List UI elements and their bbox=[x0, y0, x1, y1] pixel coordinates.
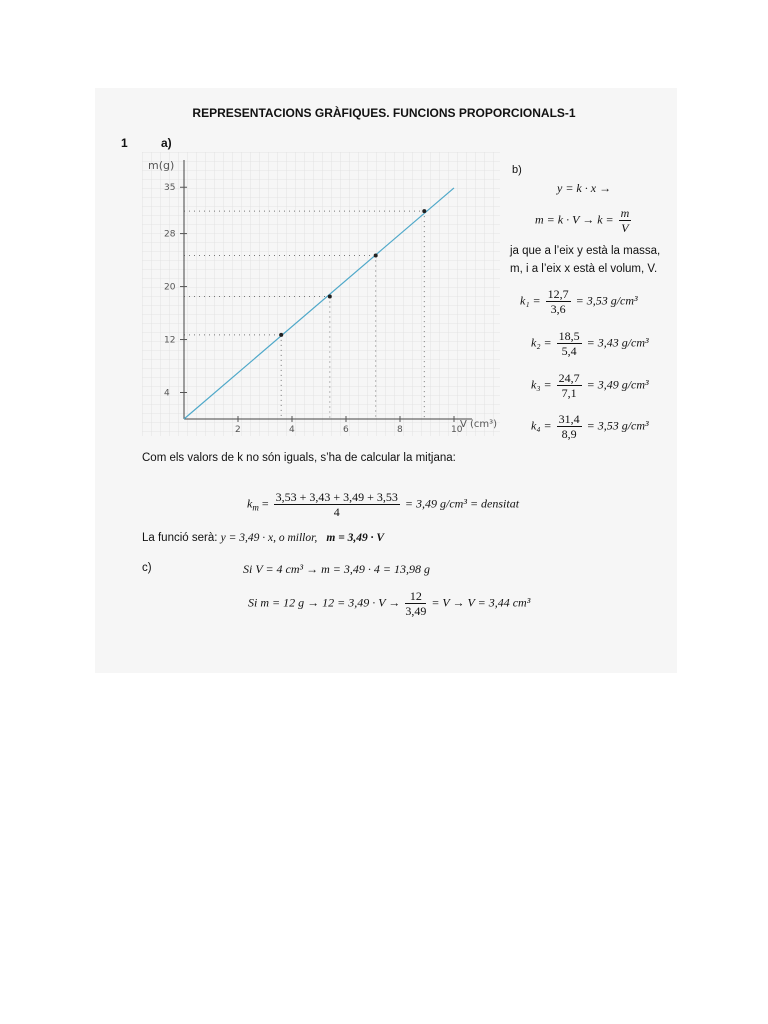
x-tick-label: 10 bbox=[451, 425, 463, 435]
km-equals: = bbox=[261, 496, 269, 511]
k-denominator: 8,9 bbox=[561, 427, 577, 441]
data-point bbox=[374, 253, 378, 257]
equation-k-definition bbox=[535, 206, 633, 235]
k-label: k₁ = bbox=[520, 293, 541, 308]
page-title: REPRESENTACIONS GRÀFIQUES. FUNCIONS PROPORCIONALS-1 bbox=[192, 106, 576, 120]
k-numerator: 31,4 bbox=[558, 412, 580, 426]
k-label: k₃ = bbox=[531, 377, 552, 392]
k-denominator: 5,4 bbox=[561, 344, 577, 358]
c2-rhs: = V → V = 3,44 cm³ bbox=[431, 595, 531, 610]
part-c-line-1: Si V = 4 cm³ → m = 3,49 · 4 = 13,98 g bbox=[243, 562, 430, 576]
equation-k-denominator: V bbox=[621, 221, 629, 235]
x-tick-label: 4 bbox=[289, 425, 295, 435]
c2-numerator: 12 bbox=[405, 589, 426, 604]
k-numerator: 24,7 bbox=[558, 371, 580, 385]
k-numerator: 18,5 bbox=[558, 329, 580, 343]
part-c-label: c) bbox=[142, 562, 152, 574]
km-result: = 3,49 g/cm³ = densitat bbox=[404, 496, 520, 511]
function-equation: y = 3,49 · x, o millor, bbox=[220, 532, 318, 544]
y-tick-label: 20 bbox=[164, 282, 176, 293]
k-result: = 3,43 g/cm³ bbox=[586, 335, 649, 350]
y-tick-label: 35 bbox=[164, 183, 176, 194]
data-point bbox=[422, 209, 426, 213]
part-a-label: a) bbox=[161, 136, 172, 150]
function-prefix: La funció serà: bbox=[142, 532, 218, 544]
data-point bbox=[328, 295, 332, 299]
km-numerator: 3,53 + 3,43 + 3,49 + 3,53 bbox=[275, 490, 398, 504]
km-denominator: 4 bbox=[333, 505, 340, 519]
k-result: = 3,53 g/cm³ bbox=[575, 293, 638, 308]
c2-lhs: Si m = 12 g → 12 = 3,49 · V → bbox=[248, 595, 401, 610]
x-tick-label: 2 bbox=[235, 425, 241, 435]
x-axis-label: V (cm³) bbox=[460, 419, 498, 430]
km-subscript: m bbox=[252, 502, 259, 513]
y-axis-label: m(g) bbox=[148, 159, 175, 172]
k-value-row bbox=[531, 329, 649, 358]
exercise-number: 1 bbox=[121, 136, 128, 150]
mean-intro-text: Com els valors de k no són iguals, s’ha de calcular la mitjana: bbox=[142, 452, 456, 464]
function-line bbox=[142, 532, 384, 544]
data-point bbox=[279, 333, 283, 337]
k-label: k₂ = bbox=[531, 335, 552, 350]
km-label: k bbox=[247, 496, 253, 511]
mean-density-equation bbox=[247, 490, 519, 519]
k-denominator: 3,6 bbox=[550, 302, 566, 316]
part-c-line-2 bbox=[248, 589, 530, 618]
y-tick-label: 4 bbox=[164, 388, 170, 399]
c2-denominator: 3,49 bbox=[405, 604, 427, 618]
function-final: m = 3,49 · V bbox=[326, 532, 385, 544]
explanation-line-1: ja que a l’eix y està la massa, bbox=[510, 245, 661, 257]
k-result: = 3,53 g/cm³ bbox=[586, 418, 649, 433]
k-value-row bbox=[531, 412, 649, 441]
part-b-label: b) bbox=[512, 164, 522, 176]
y-tick-label: 12 bbox=[164, 335, 176, 346]
proportional-chart bbox=[142, 152, 500, 436]
equation-proportional: y = k · x → bbox=[557, 181, 612, 195]
y-tick-label: 28 bbox=[164, 229, 176, 240]
equation-k-numerator: m bbox=[620, 206, 630, 220]
k-result: = 3,49 g/cm³ bbox=[586, 377, 649, 392]
x-tick-label: 6 bbox=[343, 425, 349, 435]
k-denominator: 7,1 bbox=[561, 386, 577, 400]
k-value-row bbox=[520, 287, 638, 316]
k-numerator: 12,7 bbox=[547, 287, 569, 301]
k-value-row bbox=[531, 371, 649, 400]
explanation-line-2: m, i a l’eix x està el volum, V. bbox=[510, 263, 658, 275]
k-label: k₄ = bbox=[531, 418, 552, 433]
x-tick-label: 8 bbox=[397, 425, 403, 435]
equation-k-lhs: m = k · V → k = bbox=[535, 212, 614, 227]
